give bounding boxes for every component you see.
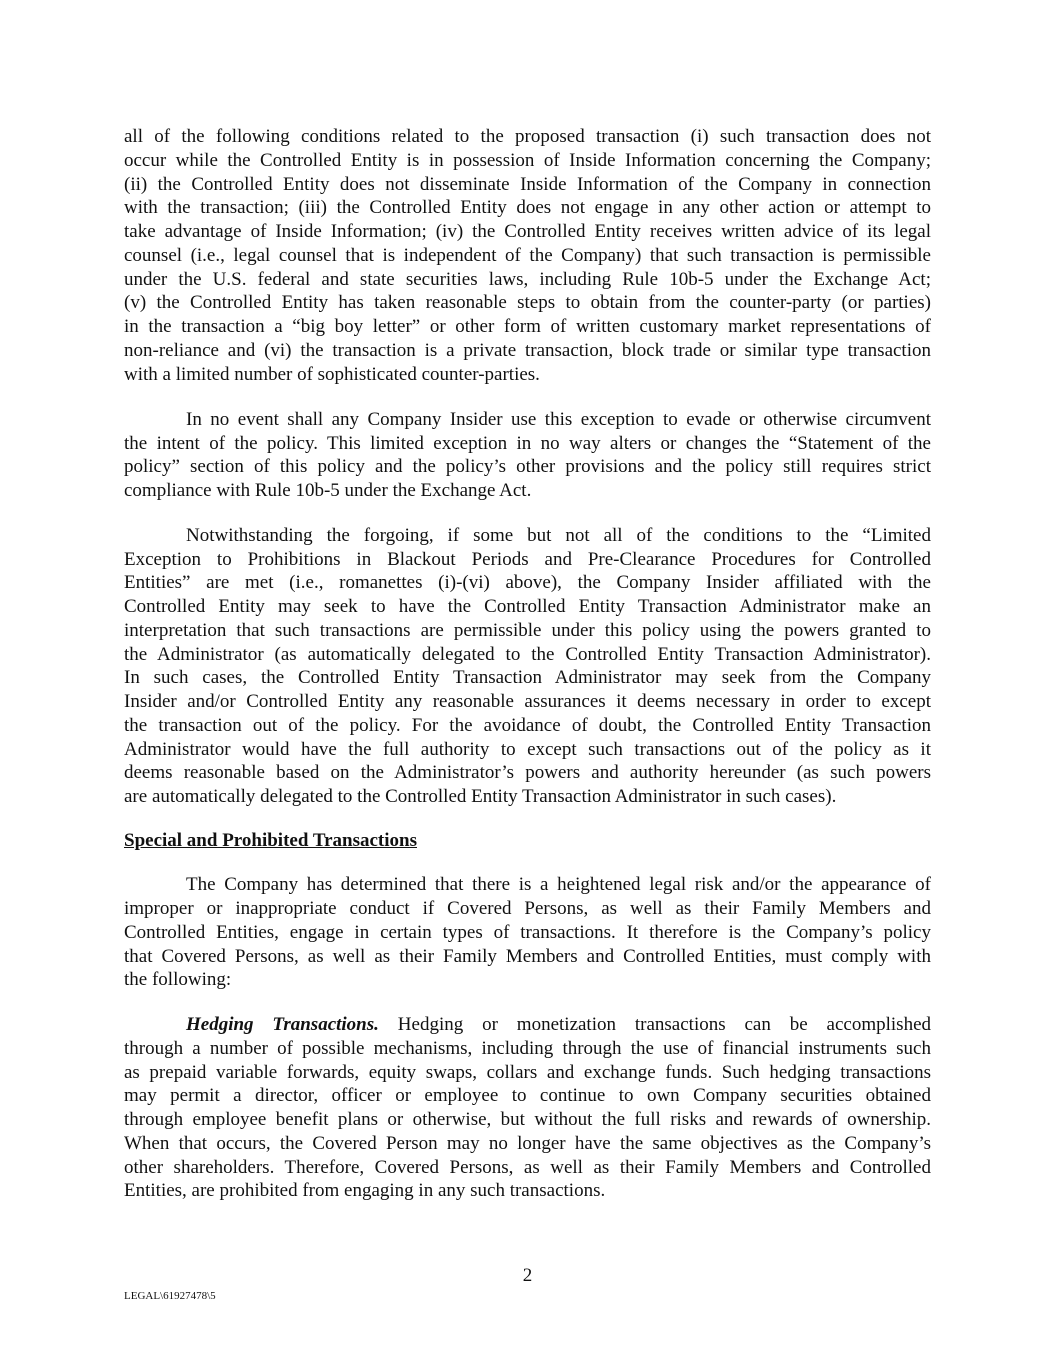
- text-line: the following:: [124, 969, 232, 990]
- text-line: Administrator would have the full authority to except such transactions out of the policy as it: [124, 739, 931, 760]
- text-line: through employee benefit plans or otherwise, but without the full risks and rewards of ownership.: [124, 1109, 931, 1130]
- section-heading-text: Special and Prohibited Transactions: [124, 830, 417, 851]
- text-line: occur while the Controlled Entity is in possession of Inside Information concerning the Company;: [124, 150, 931, 171]
- text-line: the intent of the policy. This limited exception in no way alters or changes the “Statement of the: [124, 433, 931, 454]
- text-line: as prepaid variable forwards, equity swaps, collars and exchange funds. Such hedging transactions: [124, 1062, 931, 1083]
- text-line: Controlled Entity may seek to have the Controlled Entity Transaction Administrator make an: [124, 596, 931, 617]
- text-line: the transaction out of the policy. For the avoidance of doubt, the Controlled Entity Transaction: [124, 715, 931, 736]
- text-line: improper or inappropriate conduct if Covered Persons, as well as their Family Members and: [124, 898, 931, 919]
- text-line: When that occurs, the Covered Person may no longer have the same objectives as the Company’s: [124, 1133, 931, 1154]
- text-line: other shareholders. Therefore, Covered Persons, as well as their Family Members and Controlled: [124, 1157, 931, 1178]
- text-line: are automatically delegated to the Controlled Entity Transaction Administrator in such cases).: [124, 786, 837, 807]
- text-line: policy” section of this policy and the policy’s other provisions and the policy still requires strict: [124, 456, 931, 477]
- text-line: Exception to Prohibitions in Blackout Periods and Pre-Clearance Procedures for Controlled: [124, 549, 931, 570]
- text-line: all of the following conditions related to the proposed transaction (i) such transaction does not: [124, 126, 931, 147]
- text-line: through a number of possible mechanisms, including through the use of financial instruments such: [124, 1038, 931, 1059]
- text-line: Notwithstanding the forgoing, if some but not all of the conditions to the “Limited: [186, 525, 931, 546]
- text-line: (ii) the Controlled Entity does not disseminate Inside Information of the Company in connection: [124, 174, 931, 195]
- text-line: Controlled Entities, engage in certain types of transactions. It therefore is the Company’s policy: [124, 922, 931, 943]
- text-line: Insider and/or Controlled Entity any reasonable assurances it deems necessary in order to except: [124, 691, 931, 712]
- run-in-heading: Hedging Transactions.: [186, 1014, 379, 1035]
- text-line: non-reliance and (vi) the transaction is a private transaction, block trade or similar type transaction: [124, 340, 931, 361]
- text-line: with a limited number of sophisticated counter-parties.: [124, 364, 540, 385]
- text-line: counsel (i.e., legal counsel that is independent of the Company) that such transaction is permissible: [124, 245, 931, 266]
- text-line: In no event shall any Company Insider use this exception to evade or otherwise circumvent: [186, 409, 931, 430]
- section-heading: [124, 830, 931, 853]
- document-id: LEGAL\61927478\5: [124, 1290, 216, 1302]
- text-line: [186, 1014, 931, 1037]
- text-line: Entities” are met (i.e., romanettes (i)-(vi) above), the Company Insider affiliated with the: [124, 572, 931, 593]
- text-line: may permit a director, officer or employee to continue to own Company securities obtained: [124, 1085, 931, 1106]
- text-line: In such cases, the Controlled Entity Transaction Administrator may seek from the Company: [124, 667, 931, 688]
- text-line: compliance with Rule 10b-5 under the Exchange Act.: [124, 480, 532, 501]
- text-line: with the transaction; (iii) the Controlled Entity does not engage in any other action or attempt to: [124, 197, 931, 218]
- text-line: The Company has determined that there is a heightened legal risk and/or the appearance of: [186, 874, 931, 895]
- text-line: in the transaction a “big boy letter” or other form of written customary market representations of: [124, 316, 931, 337]
- text-line: Entities, are prohibited from engaging in any such transactions.: [124, 1180, 606, 1201]
- text-line: under the U.S. federal and state securities laws, including Rule 10b-5 under the Exchange Act;: [124, 269, 931, 290]
- text-line: interpretation that such transactions are permissible under this policy using the powers granted to: [124, 620, 931, 641]
- text-line: deems reasonable based on the Administrator’s powers and authority hereunder (as such powers: [124, 762, 931, 783]
- text-line: the Administrator (as automatically delegated to the Controlled Entity Transaction Administrator).: [124, 644, 931, 665]
- text-run: Hedging or monetization transactions can be accomplished: [378, 1014, 932, 1035]
- text-line: take advantage of Inside Information; (iv) the Controlled Entity receives written advice of its legal: [124, 221, 931, 242]
- text-line: (v) the Controlled Entity has taken reasonable steps to obtain from the counter-party (or parties): [124, 292, 931, 313]
- text-line: that Covered Persons, as well as their Family Members and Controlled Entities, must comply with: [124, 946, 931, 967]
- page-number: 2: [522, 1265, 533, 1286]
